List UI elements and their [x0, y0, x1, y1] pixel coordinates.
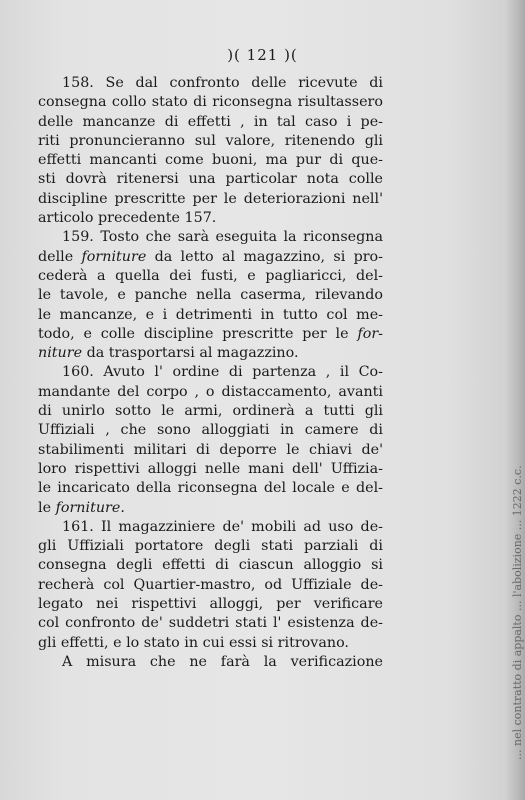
text-run: le mancanze, e i detrimenti in tutto col me- — [38, 306, 383, 323]
text-run: consegna degli effetti di ciascun alloggio si — [38, 557, 383, 574]
text-run: delle — [38, 248, 82, 265]
text-line — [38, 421, 383, 440]
text-line — [38, 132, 383, 151]
text-run: da trasportarsi al magazzino. — [82, 345, 299, 362]
text-run: stabilimenti militari di deporre le chiavi de' — [38, 441, 383, 458]
adjacent-page-edge — [503, 0, 525, 800]
page-number: )( 121 )( — [227, 46, 298, 64]
text-run: cederà a quella dei fusti, e pagliaricci, del- — [38, 267, 383, 284]
text-run: sti dovrà ritenersi una particolar nota colle — [38, 171, 383, 188]
text-run: col confronto de' suddetri stati l' esistenza de- — [38, 615, 383, 632]
text-line — [38, 363, 383, 382]
text-line — [38, 634, 383, 653]
text-line — [38, 74, 383, 93]
text-run: consegna collo stato di riconsegna risultassero — [38, 94, 383, 111]
text-run: riti pronuncieranno sul valore, ritenendo gli — [38, 132, 383, 149]
text-line — [38, 383, 383, 402]
text-line — [38, 344, 383, 363]
text-run: articolo precedente 157. — [38, 210, 217, 227]
text-line — [38, 190, 383, 209]
italic-text: forniture — [55, 499, 121, 516]
text-line — [38, 653, 383, 672]
text-line — [38, 441, 383, 460]
text-run: 159. Tosto che sarà eseguita la riconsegna — [62, 229, 383, 246]
text-line — [38, 325, 383, 344]
text-run: 160. Avuto l' ordine di partenza , il Co- — [62, 364, 383, 381]
text-line — [38, 518, 383, 537]
text-run: le tavole, e panche nella caserma, rilevando — [38, 287, 383, 304]
text-line — [38, 113, 383, 132]
italic-text: niture — [38, 345, 83, 362]
text-line — [38, 306, 383, 325]
text-line — [38, 151, 383, 170]
body-text — [38, 74, 383, 672]
text-run: discipline prescritte per le deteriorazioni nell' — [38, 190, 383, 207]
text-run: todo, e colle discipline prescritte per le — [38, 325, 358, 342]
text-line — [38, 537, 383, 556]
text-line — [38, 248, 383, 267]
italic-text: forniture — [81, 248, 147, 265]
text-run: gli effetti, e lo stato in cui essi si ritrovano. — [38, 634, 349, 651]
text-line — [38, 93, 383, 112]
text-run: effetti mancanti come buoni, ma pur di que- — [38, 152, 383, 169]
text-line — [38, 209, 383, 228]
text-line — [38, 402, 383, 421]
text-line — [38, 228, 383, 247]
text-line — [38, 479, 383, 498]
text-run: 161. Il magazziniere de' mobili ad uso de- — [62, 518, 383, 535]
text-run: le incaricato della riconsegna del locale e del- — [38, 480, 383, 497]
text-line — [38, 614, 383, 633]
text-run: loro rispettivi alloggi nelle mani dell' Uffizia- — [38, 460, 383, 477]
text-run: legato nei rispettivi alloggi, per verificare — [38, 596, 383, 613]
text-line — [38, 556, 383, 575]
text-run: mandante del corpo , o distaccamento, avanti — [38, 383, 383, 400]
text-line — [38, 576, 383, 595]
text-line — [38, 267, 383, 286]
text-run: da letto al magazzino, si pro- — [146, 248, 383, 265]
text-run: . — [120, 499, 125, 516]
text-run: Uffiziali , che sono alloggiati in camere di — [38, 422, 383, 439]
text-run: 158. Se dal confronto delle ricevute di — [62, 75, 383, 91]
text-line — [38, 499, 383, 518]
text-line — [38, 595, 383, 614]
text-line — [38, 170, 383, 189]
text-run: di unirlo sotto le armi, ordinerà a tutti gli — [38, 403, 383, 420]
text-run: A misura che ne farà la verificazione — [62, 653, 383, 670]
text-run: recherà col Quartier-mastro, od Uffiziale de- — [38, 576, 383, 593]
italic-text: for- — [357, 325, 383, 342]
text-line — [38, 286, 383, 305]
text-run: le — [38, 499, 56, 516]
bleed-through-text: ... nel contratto di appalto ... l'abolizione ... 1222 c.c. — [511, 465, 524, 760]
text-line — [38, 460, 383, 479]
text-run: gli Uffiziali portatore degli stati parziali di — [38, 538, 383, 555]
text-run: delle mancanze di effetti , in tal caso i pe- — [38, 113, 383, 130]
